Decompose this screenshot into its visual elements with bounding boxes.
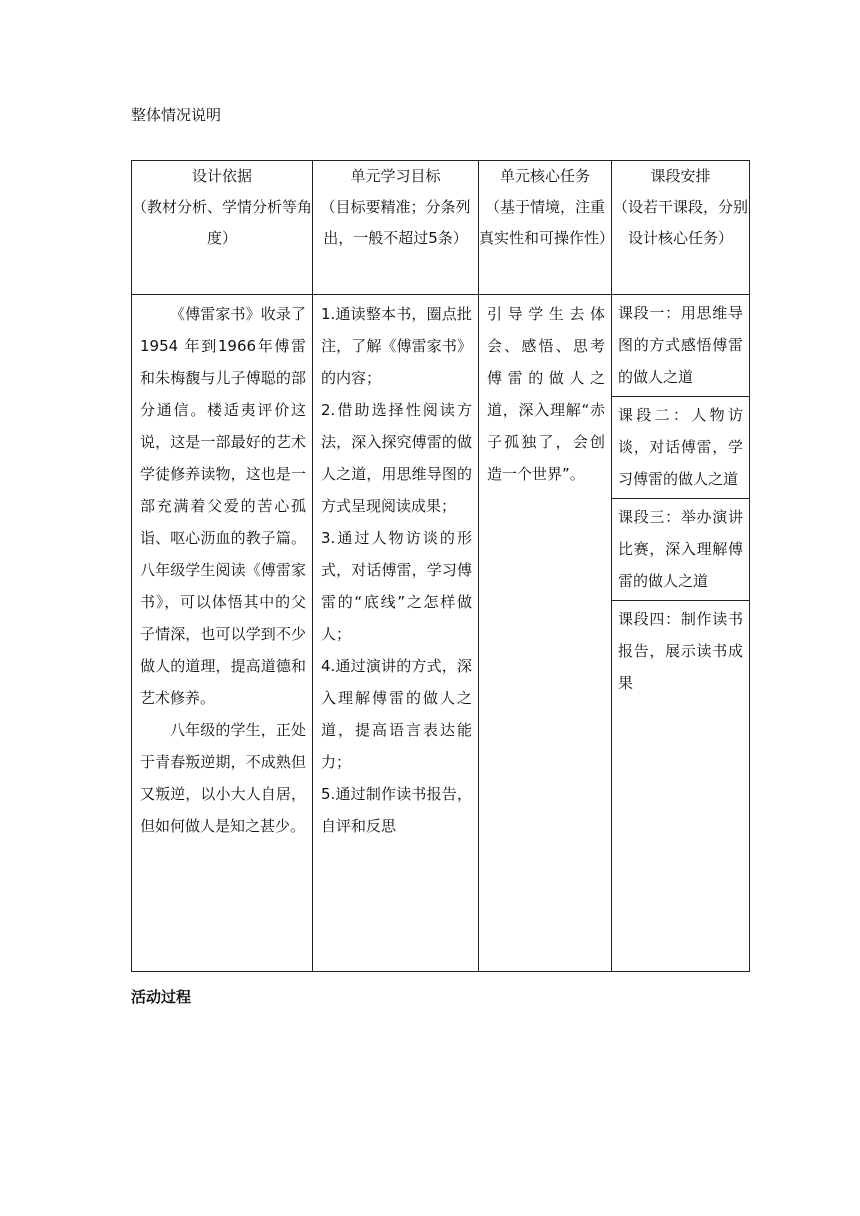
goal-item: 2.借助选择性阅读方法，深入探究傅雷的做人之道，用思维导图的方式呈现阅读成果； <box>321 401 472 515</box>
table-header-row <box>132 161 750 295</box>
segment-item: 课段二：人物访谈，对话傅雷，学习傅雷的做人之道 <box>612 397 749 499</box>
segment-item: 课段四：制作读书报告，展示读书成果 <box>618 610 743 692</box>
goal-item: 4.通过演讲的方式，深入理解傅雷的做人之道，提高语言表达能力； <box>321 657 472 771</box>
segments-cell <box>612 295 750 972</box>
overview-heading: 整体情况说明 <box>131 106 222 124</box>
header-title: 单元学习目标 <box>350 167 441 185</box>
header-title: 课段安排 <box>650 167 711 185</box>
header-note: （设若干课段，分别设计核心任务） <box>612 198 748 247</box>
core-task-cell <box>479 295 612 972</box>
goal-item: 1.通读整本书，圈点批注，了解《傅雷家书》的内容； <box>321 305 472 387</box>
header-note: （目标要精准；分条列出，一般不超过5条） <box>320 198 471 247</box>
header-design-basis <box>132 161 313 295</box>
goal-item: 5.通过制作读书报告，自评和反思 <box>321 785 472 835</box>
table-body-row <box>132 295 750 972</box>
design-basis-paragraph: 八年级的学生，正处于青春叛逆期，不成熟但又叛逆，以小大人自居，但如何做人是知之甚少。 <box>140 721 306 835</box>
goal-item: 3.通过人物访谈的形式，对话傅雷，学习傅雷的“底线”之怎样做人； <box>321 529 472 643</box>
design-basis-cell <box>132 295 313 972</box>
header-unit-goals <box>313 161 479 295</box>
header-note: （基于情境，注重真实性和可操作性） <box>479 198 615 247</box>
unit-goals-cell <box>313 295 479 972</box>
segment-item: 课段三：举办演讲比赛，深入理解傅雷的做人之道 <box>612 499 749 601</box>
core-task-text: 引导学生去体会、感悟、思考傅雷的做人之道，深入理解“赤子孤独了，会创造一个世界”。 <box>487 305 605 483</box>
header-title: 设计依据 <box>191 167 252 185</box>
header-core-task <box>479 161 615 295</box>
activity-heading: 活动过程 <box>131 988 192 1006</box>
header-title: 单元核心任务 <box>499 167 590 185</box>
header-note: （教材分析、学情分析等角度） <box>132 198 313 247</box>
unit-plan-table <box>131 160 750 972</box>
header-segments <box>612 161 750 295</box>
design-basis-paragraph: 《傅雷家书》收录了1954 年到1966年傅雷和朱梅馥与儿子傅聪的部分通信。楼适夷评价这说，这是一部最好的艺术学徒修养读物，这也是一部充满着父爱的苦心孤诣、呕心沥血的教子篇。八年级学生阅读《傅雷家书》，可以体悟其中的父子情深，也可以学到不少做人的道理，提高道德和艺术修养。 <box>140 305 306 707</box>
segment-item: 课段一：用思维导图的方式感悟傅雷的做人之道 <box>612 295 749 397</box>
